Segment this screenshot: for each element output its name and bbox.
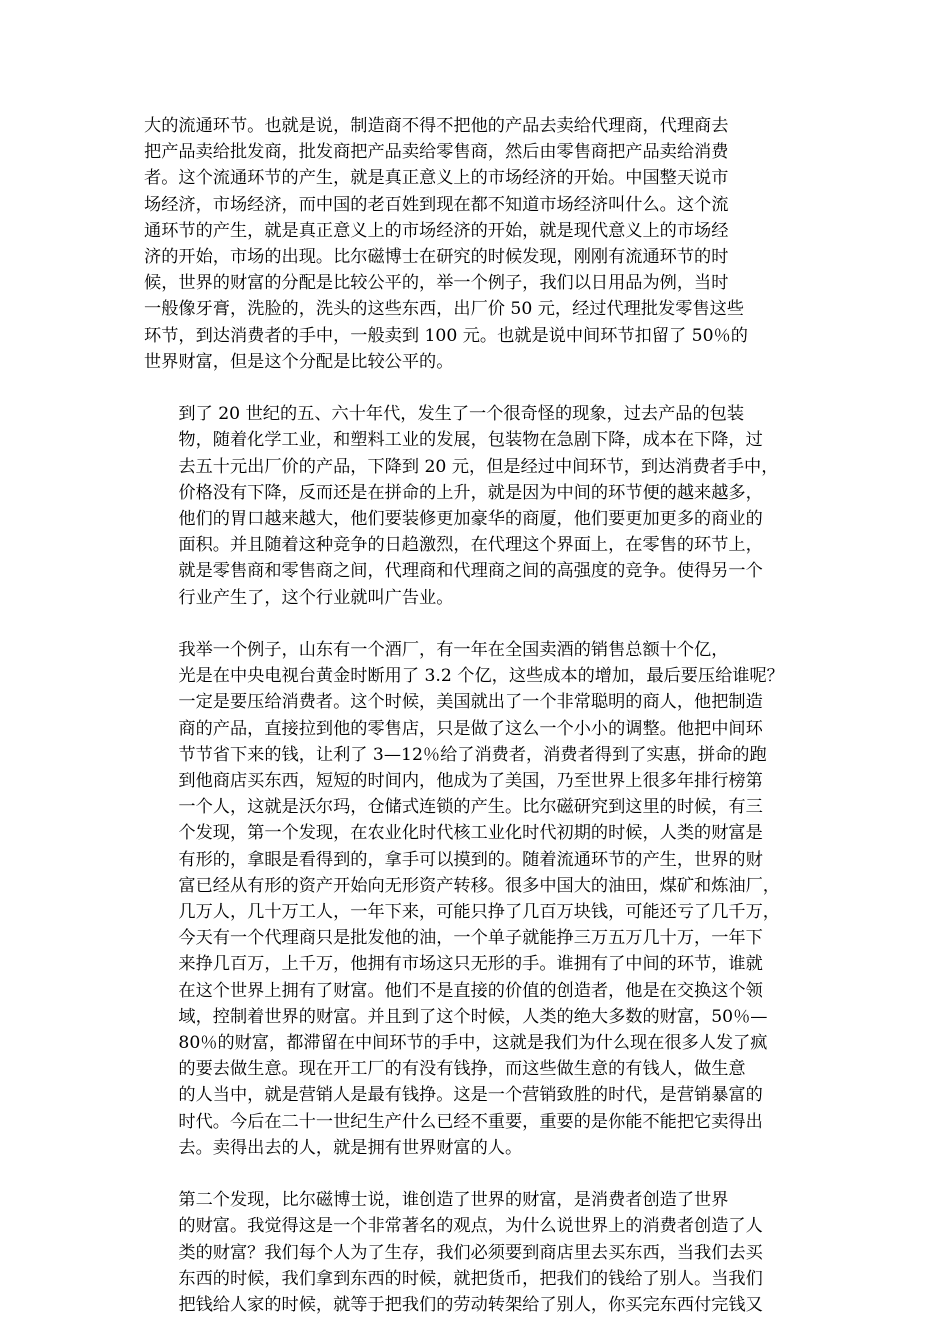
text-line: 的财富。我觉得这是一个非常著名的观点，为什么说世界上的消费者创造了人 xyxy=(178,1216,763,1237)
text-line: 今天有一个代理商只是批发他的油，一个单子就能挣三万五万几十万，一年下 xyxy=(178,928,763,949)
text-line: 他们的胃口越来越大，他们要装修更加豪华的商厦，他们要更加更多的商业的 xyxy=(178,509,763,530)
text-line: 场经济，市场经济，而中国的老百姓到现在都不知道市场经济叫什么。这个流 xyxy=(144,194,729,215)
text-line: 光是在中央电视台黄金时断用了 3.2 个亿，这些成本的增加，最后要压给谁呢？ xyxy=(178,666,784,687)
text-line: 东西的时候，我们拿到东西的时候，就把货币，把我们的钱给了别人。当我们 xyxy=(178,1268,763,1289)
text-line: 世界财富，但是这个分配是比较公平的。 xyxy=(144,351,454,372)
paragraph-3 xyxy=(144,637,809,1161)
text-line: 价格没有下降，反而还是在拼命的上升，就是因为中间的环节便的越来越多， xyxy=(178,482,763,503)
text-line: 候，世界的财富的分配是比较公平的，举一个例子，我们以日用品为例，当时 xyxy=(144,273,729,294)
text-line: 在这个世界上拥有了财富。他们不是直接的价值的创造者，他是在交换这个领 xyxy=(178,980,763,1001)
text-line: 第二个发现，比尔磁博士说，谁创造了世界的财富，是消费者创造了世界 xyxy=(178,1190,729,1211)
text-line: 的要去做生意。现在开工厂的有没有钱挣，而这些做生意的有钱人，做生意 xyxy=(178,1059,746,1080)
text-line: 去。卖得出去的人，就是拥有世界财富的人。 xyxy=(178,1137,523,1158)
text-line: 时代。今后在二十一世纪生产什么已经不重要，重要的是你能不能把它卖得出 xyxy=(178,1111,763,1132)
text-line: 一个人，这就是沃尔玛，仓储式连锁的产生。比尔磁研究到这里的时候，有三 xyxy=(178,797,763,818)
text-line: 面积。并且随着这种竞争的日趋激烈，在代理这个界面上，在零售的环节上， xyxy=(178,535,763,556)
text-line: 物，随着化学工业，和塑料工业的发展，包装物在急剧下降，成本在下降，过 xyxy=(178,430,763,451)
text-line: 就是零售商和零售商之间，代理商和代理商之间的高强度的竞争。使得另一个 xyxy=(178,561,763,582)
text-line: 域，控制着世界的财富。并且到了这个时候，人类的绝大多数的财富，50％— xyxy=(178,1006,768,1027)
text-line: 环节，到达消费者的手中，一般卖到 100 元。也就是说中间环节扣留了 50％的 xyxy=(144,325,748,346)
text-line: 我举一个例子，山东有一个酒厂，有一年在全国卖酒的销售总额十个亿， xyxy=(178,640,729,661)
text-line: 有形的，拿眼是看得到的，拿手可以摸到的。随着流通环节的产生，世界的财 xyxy=(178,849,763,870)
document-page xyxy=(144,113,809,1344)
text-line: 到他商店买东西，短短的时间内，他成为了美国，乃至世界上很多年排行榜第 xyxy=(178,771,763,792)
text-line: 通环节的产生，就是真正意义上的市场经济的开始，就是现代意义上的市场经 xyxy=(144,220,729,241)
text-line: 者。这个流通环节的产生，就是真正意义上的市场经济的开始。中国整天说市 xyxy=(144,168,729,189)
text-line: 类的财富？我们每个人为了生存，我们必须要到商店里去买东西，当我们去买 xyxy=(178,1242,763,1263)
text-line: 到了 20 世纪的五、六十年代，发生了一个很奇怪的现象，过去产品的包装 xyxy=(178,404,745,425)
text-line: 来挣几百万，上千万，他拥有市场这只无形的手。谁拥有了中间的环节，谁就 xyxy=(178,954,763,975)
text-line: 把产品卖给批发商，批发商把产品卖给零售商，然后由零售商把产品卖给消费 xyxy=(144,142,729,163)
text-line: 一般像牙膏，洗脸的，洗头的这些东西，出厂价 50 元，经过代理批发零售这些 xyxy=(144,299,744,320)
text-line: 富已经从有形的资产开始向无形资产转移。很多中国大的油田，煤矿和炼油厂， xyxy=(178,875,780,896)
paragraph-2 xyxy=(144,401,809,611)
text-line: 把钱给人家的时候，就等于把我们的劳动转架给了别人，你买完东西付完钱又 xyxy=(178,1295,763,1316)
text-line: 济的开始，市场的出现。比尔磁博士在研究的时候发现，刚刚有流通环节的时 xyxy=(144,247,729,268)
text-line: 商的产品，直接拉到他的零售店，只是做了这么一个小小的调整。他把中间环 xyxy=(178,718,763,739)
text-line: 的人当中，就是营销人是最有钱挣。这是一个营销致胜的时代，是营销暴富的 xyxy=(178,1085,763,1106)
text-line: 行业产生了，这个行业就叫广告业。 xyxy=(178,587,454,608)
paragraph-1 xyxy=(144,113,809,375)
text-line: 节节省下来的钱，让利了 3—12％给了消费者，消费者得到了实惠，拼命的跑 xyxy=(178,744,767,765)
paragraph-4 xyxy=(144,1187,809,1318)
text-line: 一定是要压给消费者。这个时候，美国就出了一个非常聪明的商人，他把制造 xyxy=(178,692,763,713)
text-line: 大的流通环节。也就是说，制造商不得不把他的产品去卖给代理商，代理商去 xyxy=(144,116,729,136)
text-line: 个发现，第一个发现，在农业化时代核工业化时代初期的时候，人类的财富是 xyxy=(178,823,763,844)
text-line: 80％的财富，都滞留在中间环节的手中，这就是我们为什么现在很多人发了疯 xyxy=(178,1033,768,1054)
text-line: 去五十元出厂价的产品，下降到 20 元，但是经过中间环节，到达消费者手中， xyxy=(178,456,779,477)
text-line: 几万人，几十万工人，一年下来，可能只挣了几百万块钱，可能还亏了几千万， xyxy=(178,902,780,923)
